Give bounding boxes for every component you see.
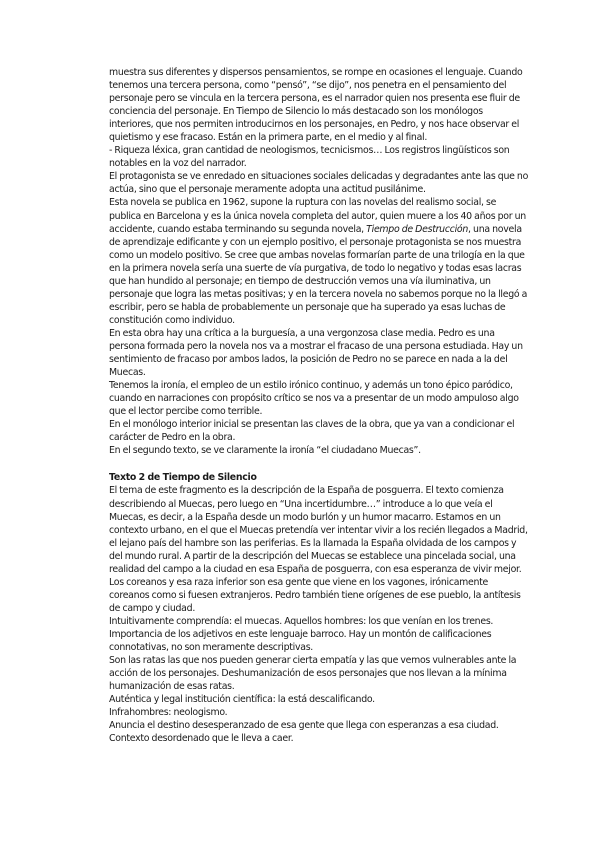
paragraph-institution: Auténtica y legal institución científica: la está descalificando.	[109, 694, 375, 706]
paragraph-adjectives: Importancia de los adjetivos en este lenguaje barroco. Hay un montón de calificaciones connotativas, no son meramente descriptivas.	[109, 628, 492, 654]
paragraph-destiny: Anuncia el destino desesperanzado de esa gente que llega con esperanzas a esa ciudad. Contexto desordenado que le lleva a caer.	[109, 720, 499, 745]
paragraph-second-text: En el segundo texto, se ve claramente la ironía “el ciudadano Muecas”.	[109, 445, 421, 457]
paragraph-rats: Son las ratas las que nos pueden generar cierta empatía y las que vemos vulnerables ante la acción de los personajes. Deshumanización de esos personajes que nos llevan a la mínima humanización de esas ratas.	[109, 655, 517, 693]
paragraph-irony: Tenemos la ironía, el empleo de un estilo irónico continuo, y además un tono épico paródico, cuando en narraciones con propósito crítico se nos va a presentar de un modo ampuloso algo que el lector percibe como terrible.	[109, 380, 519, 418]
paragraph-koreans: Los coreanos y esa raza inferior son esa gente que viene en los vagones, irónicamente coreanos como si fuesen extranjeros. Pedro también tiene orígenes de ese pueblo, la antítesis de campo y ciudad.	[109, 576, 521, 614]
paragraph-bourgeoisie: En esta obra hay una crítica a la burguesía, a una vergonzosa clase media. Pedro es una persona formada pero la novela nos va a mostrar el fracaso de una persona estudiada. Hay un sentimiento de fracaso por ambos lados, la posición de Pedro no se parece en nada a la del Muecas.	[109, 327, 523, 379]
paragraph-narrative-voice: muestra sus diferentes y dispersos pensamientos, se rompe en ocasiones el lenguaje. Cuando tenemos una tercera persona, como “pensó”, “se dijo”, nos penetra en el pensamiento del personaje pero se vincula en la tercera persona, es el narrador quien nos presenta ese fluir de conciencia del personaje. En Tiempo de Silencio lo más destacado son los monólogos interiores, que nos permiten introducirnos en los personajes, en Pedro, y nos hace observar el quietismo y ese fracaso. Están en la primera parte, en el medio y al final.	[109, 67, 523, 144]
paragraph-neologism: Infrahombres: neologismo.	[109, 707, 228, 719]
section-heading: Texto 2 de Tiempo de Silencio	[109, 472, 257, 484]
paragraph-theme: El tema de este fragmento es la descripción de la España de posguerra. El texto comienza describiendo al Muecas, pero luego en “Una incertidumbre…” introduce a lo que veía el Muecas, es decir, a la España desde un modo burlón y un humor macarro. Estamos en un contexto urbano, en el que el Muecas pretendía ver intentar vivir a los recién llegados a Madrid, el lejano país del hambre son las periferias. Es la llamada la España olvidada de los campos y del mundo rural. A partir de la descripción del Muecas se establece una pincelada social, una realidad del campo a la ciudad en esa España de posguerra, con esa esperanza de vivir mejor.	[109, 485, 528, 575]
section-gap	[109, 457, 529, 471]
document-body	[109, 66, 529, 745]
paragraph-intuitively: Intuitivamente comprendía: el muecas. Aquellos hombres: los que venían en los trenes.	[109, 615, 494, 627]
publication-text-start: Esta novela se publica en 1962, supone la ruptura con las novelas del realismo social, se publica en Barcelona y es la única novela completa del autor, quien muere a los 40 años por un accidente, cuando estaba terminando su segunda novela,	[109, 197, 526, 235]
publication-text-end: , una novela de aprendizaje edificante y con un ejemplo positivo, el personaje protagonista se nos muestra como un modelo positivo. Se cree que ambas novelas formarían parte de una trilogía en la que en la primera novela sería una suerte de vía purgativa, de todo lo negativo y todas esas lacras que han hundido al personaje; en tiempo de destrucción vemos una vía iluminativa, un personaje que logra las metas positivas; y en la tercera novela no sabemos porque no la llegó a escribir, pero se habla de probablemente un personaje que ha superado ya esas luchas de constitución como individuo.	[109, 223, 528, 326]
paragraph-protagonist: El protagonista se ve enredado en situaciones sociales delicadas y degradantes ante las que no actúa, sino que el personaje meramente adopta una actitud pusilánime.	[109, 171, 529, 196]
paragraph-publication	[109, 196, 529, 326]
paragraph-lexical-richness: - Riqueza léxica, gran cantidad de neologismos, tecnicismos… Los registros lingüísticos son notables en la voz del narrador.	[109, 145, 510, 170]
novel-title-italic: Tiempo de Destrucción	[366, 223, 469, 235]
paragraph-monologue: En el monólogo interior inicial se presentan las claves de la obra, que ya van a condicionar el carácter de Pedro en la obra.	[109, 419, 515, 444]
